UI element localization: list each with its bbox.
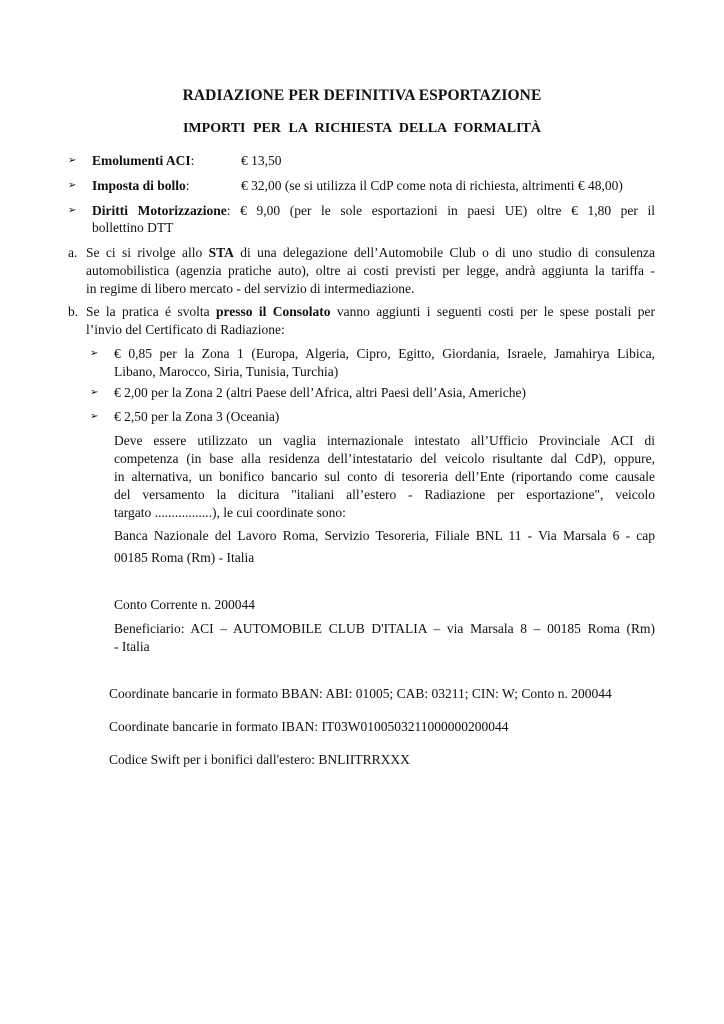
payment-line3: in alternativa, un bonifico bancario sul conto di tesoreria dell’Ente (riportando come causale (114, 469, 655, 484)
bullet-arrow-icon: ➢ (68, 205, 77, 216)
bban-coordinates: Coordinate bancarie in formato BBAN: ABI: 01005; CAB: 03211; CIN: W; Conto n. 200044 (109, 686, 612, 701)
beneficiary-line2: - Italia (114, 639, 150, 654)
bullet-arrow-icon: ➢ (68, 180, 77, 191)
item-a-line1: Se ci si rivolge allo STA di una delegazione dell’Automobile Club o di uno studio di consulenza (86, 245, 656, 260)
zone-1-line1: € 0,85 per la Zona 1 (Europa, Algeria, Cipro, Egitto, Giordania, Israele, Jamahirya Libica, (114, 346, 655, 361)
payment-line4: del versamento la dicitura "italiani all’estero - Radiazione per esportazione", veicolo (114, 487, 655, 502)
zone-2: € 2,00 per la Zona 2 (altri Paese dell’Africa, altri Paesi dell’Asia, Americhe) (114, 385, 526, 400)
beneficiary-line1: Beneficiario: ACI – AUTOMOBILE CLUB D'ITALIA – via Marsala 8 – 00185 Roma (Rm) (114, 621, 655, 636)
account-number: Conto Corrente n. 200044 (114, 597, 255, 612)
payment-line2: competenza (in base alla residenza dell’intestatario del veicolo risultante dal CdP), oppure, (114, 451, 655, 466)
item-b-line2: l’invio del Certificato di Radiazione: (86, 322, 285, 337)
page-subtitle: IMPORTI PER LA RICHIESTA DELLA FORMALITÀ (182, 121, 542, 136)
swift-code: Codice Swift per i bonifici dall'estero: BNLIITRRXXX (109, 752, 410, 767)
item-a-marker: a. (68, 245, 78, 260)
item-a-line2: automobilistica (agenzia pratiche auto), oltre ai costi previsti per legge, andrà aggiunta la tariffa - (86, 263, 655, 278)
fee-bollo-label: Imposta di bollo: (92, 178, 190, 193)
zone-1-line2: Libano, Marocco, Siria, Tunisia, Turchia) (114, 364, 339, 379)
fee-emolumenti-label: Emolumenti ACI: (92, 153, 195, 168)
payment-line5: targato .................), le cui coordinate sono: (114, 505, 346, 520)
bank-line1: Banca Nazionale del Lavoro Roma, Servizio Tesoreria, Filiale BNL 11 - Via Marsala 6 - cap (114, 528, 655, 543)
fee-bollo-value: € 32,00 (se si utilizza il CdP come nota di richiesta, altrimenti € 48,00) (241, 178, 623, 193)
bullet-arrow-icon: ➢ (90, 348, 99, 359)
page-title: RADIAZIONE PER DEFINITIVA ESPORTAZIONE (182, 87, 542, 104)
bullet-arrow-icon: ➢ (90, 411, 99, 422)
zone-3: € 2,50 per la Zona 3 (Oceania) (114, 409, 280, 424)
item-b-marker: b. (68, 304, 79, 319)
fee-emolumenti-value: € 13,50 (241, 153, 282, 168)
bullet-arrow-icon: ➢ (68, 155, 77, 166)
bullet-arrow-icon: ➢ (90, 387, 99, 398)
item-a-line3: in regime di libero mercato - del servizio di intermediazione. (86, 281, 415, 296)
bank-line2: 00185 Roma (Rm) - Italia (114, 550, 255, 565)
iban-coordinates: Coordinate bancarie in formato IBAN: IT03W0100503211000000200044 (109, 719, 509, 734)
fee-motorizzazione: Diritti Motorizzazione: € 9,00 (per le sole esportazioni in paesi UE) oltre € 1,80 per il (92, 203, 655, 218)
fee-motorizzazione-cont: bollettino DTT (92, 220, 174, 235)
item-b-line1: Se la pratica é svolta presso il Consolato vanno aggiunti i seguenti costi per le spese postali per (86, 304, 655, 319)
payment-line1: Deve essere utilizzato un vaglia internazionale intestato all’Ufficio Provinciale ACI di (114, 433, 655, 448)
